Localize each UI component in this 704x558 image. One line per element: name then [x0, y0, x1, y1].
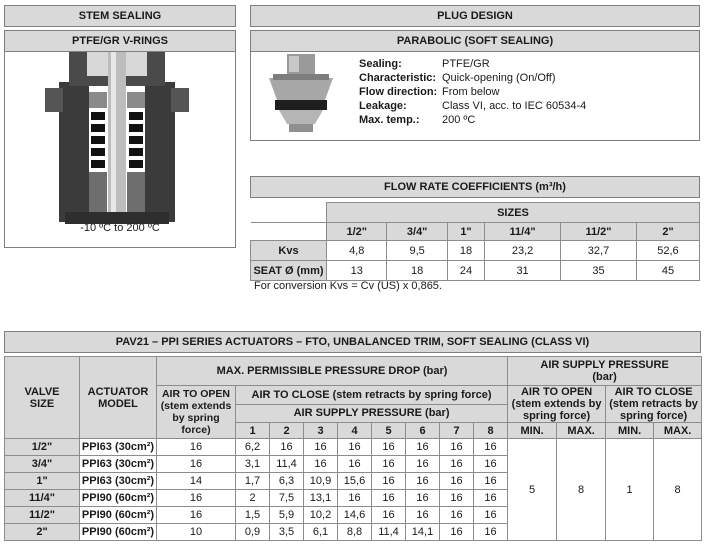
air-close-value: 16: [440, 507, 474, 524]
stem-sealing-panel: [4, 51, 236, 248]
air-close-value: 16: [406, 473, 440, 490]
supply-subheader: AIR SUPPLY PRESSURE (bar): [236, 404, 508, 423]
actuator-model: PPI90 (60cm²): [80, 490, 157, 507]
air-close-value: 16: [338, 439, 372, 456]
air-open-value: 16: [157, 456, 236, 473]
stem-temp-range: -10 ºC to 200 ºC: [80, 222, 160, 234]
air-close-value: 2: [236, 490, 270, 507]
pressure-col: 8: [474, 423, 508, 439]
actuator-model: PPI90 (60cm²): [80, 524, 157, 541]
air-close-value: 16: [440, 490, 474, 507]
air-close-value: 16: [372, 507, 406, 524]
seat-value: 45: [636, 261, 699, 281]
spec-label: Characteristic:: [359, 72, 437, 84]
flow-rate-header: [250, 176, 700, 198]
air-close-value: 7,5: [270, 490, 304, 507]
kvs-label: Kvs: [251, 241, 327, 261]
air-close-value: 16: [338, 490, 372, 507]
seat-row: [251, 261, 700, 281]
seat-value: 24: [447, 261, 484, 281]
air-close-value: 3,1: [236, 456, 270, 473]
air-to-open-header: [157, 386, 236, 439]
spec-label: Leakage:: [359, 100, 407, 112]
kvs-value: 9,5: [387, 241, 447, 261]
air-close-value: 16: [372, 490, 406, 507]
air-close-value: 16: [474, 439, 508, 456]
air-to-open-label: AIR TO OPEN (stem extends by spring force): [160, 388, 232, 436]
flow-table-corner-2: [251, 223, 327, 241]
seat-label: SEAT Ø (mm): [251, 261, 327, 281]
kvs-value: 32,7: [561, 241, 637, 261]
supply-pressure-header: AIR SUPPLY PRESSURE (bar): [508, 357, 702, 386]
air-close-value: 16: [406, 439, 440, 456]
air-open-value: 16: [157, 507, 236, 524]
pav21-title: PAV21 – PPI SERIES ACTUATORS – FTO, UNBALANCED TRIM, SOFT SEALING (CLASS VI): [115, 336, 590, 348]
stem-sealing-header: [4, 5, 236, 27]
pressure-col: 7: [440, 423, 474, 439]
open-max-header: MAX.: [557, 423, 606, 439]
air-close-value: 16: [406, 456, 440, 473]
air-close-value: 6,3: [270, 473, 304, 490]
valve-size: 3/4": [5, 456, 80, 473]
air-close-value: 14,6: [338, 507, 372, 524]
close-min-header: MIN.: [606, 423, 654, 439]
spec-label: Max. temp.:: [359, 114, 420, 126]
air-open-value: 10: [157, 524, 236, 541]
pressure-col: 6: [406, 423, 440, 439]
spec-value: Class VI, acc. to IEC 60534-4: [442, 100, 587, 112]
air-close-value: 10,2: [304, 507, 338, 524]
air-close-value: 0,9: [236, 524, 270, 541]
air-close-value: 16: [440, 439, 474, 456]
pressure-col: 2: [270, 423, 304, 439]
pressure-col: 5: [372, 423, 406, 439]
plug-design-subtitle: PARABOLIC (SOFT SEALING): [396, 35, 554, 47]
kvs-value: 23,2: [485, 241, 561, 261]
plug-design-subheader: [250, 30, 700, 52]
size-header: 11/4": [485, 223, 561, 241]
actuator-model-header: ACTUATOR MODEL: [80, 357, 157, 439]
air-close-value: 16: [440, 524, 474, 541]
supply-open-max: 8: [557, 439, 606, 541]
air-close-value: 16: [474, 473, 508, 490]
pressure-col: 1: [236, 423, 270, 439]
air-close-value: 15,6: [338, 473, 372, 490]
kvs-value: 18: [447, 241, 484, 261]
parabolic-plug-image: [259, 52, 359, 140]
air-open-value: 14: [157, 473, 236, 490]
air-close-value: 11,4: [270, 456, 304, 473]
air-to-close-header: AIR TO CLOSE (stem retracts by spring force): [236, 386, 508, 405]
pressure-col: 3: [304, 423, 338, 439]
supply-open-min: 5: [508, 439, 557, 541]
size-header: 2": [636, 223, 699, 241]
close-max-header: MAX.: [654, 423, 702, 439]
supply-close-min: 1: [606, 439, 654, 541]
table-row: [5, 439, 702, 456]
sizes-header: SIZES: [327, 203, 700, 223]
air-close-value: 5,9: [270, 507, 304, 524]
air-open-value: 16: [157, 439, 236, 456]
air-close-value: 3,5: [270, 524, 304, 541]
air-close-value: 6,1: [304, 524, 338, 541]
actuator-model: PPI63 (30cm²): [80, 456, 157, 473]
seat-value: 31: [485, 261, 561, 281]
open-min-header: MIN.: [508, 423, 557, 439]
plug-design-header: [250, 5, 700, 27]
air-close-value: 16: [474, 507, 508, 524]
flow-rate-title: FLOW RATE COEFFICIENTS (m³/h): [384, 181, 566, 193]
spec-label: Sealing:: [359, 58, 402, 70]
spec-value: 200 ºC: [442, 114, 476, 126]
size-header: 3/4": [387, 223, 447, 241]
pav21-table: [4, 356, 702, 541]
air-open-value: 16: [157, 490, 236, 507]
kvs-value: 52,6: [636, 241, 699, 261]
air-close-value: 16: [372, 473, 406, 490]
spec-value: Quick-opening (On/Off): [442, 72, 556, 84]
seat-value: 13: [327, 261, 387, 281]
kvs-value: 4,8: [327, 241, 387, 261]
actuator-model: PPI90 (60cm²): [80, 507, 157, 524]
air-close-value: 16: [304, 439, 338, 456]
size-header: 11/2": [561, 223, 637, 241]
air-close-value: 11,4: [372, 524, 406, 541]
valve-size: 11/4": [5, 490, 80, 507]
pressure-col: 4: [338, 423, 372, 439]
air-close-value: 14,1: [406, 524, 440, 541]
flow-table-corner: [251, 203, 327, 223]
valve-size: 1/2": [5, 439, 80, 456]
pav21-header: [4, 331, 701, 353]
valve-size: 2": [5, 524, 80, 541]
air-close-value: 16: [474, 456, 508, 473]
stem-sealing-subtitle: PTFE/GR V-RINGS: [72, 35, 168, 47]
conversion-note: For conversion Kvs = Cv (US) x 0,865.: [254, 280, 442, 292]
right-open-header: AIR TO OPEN (stem extends by spring force): [508, 386, 606, 423]
air-close-value: 16: [270, 439, 304, 456]
spec-value: PTFE/GR: [442, 58, 490, 70]
seat-value: 18: [387, 261, 447, 281]
air-close-value: 16: [338, 456, 372, 473]
max-drop-header: MAX. PERMISSIBLE PRESSURE DROP (bar): [157, 357, 508, 386]
air-close-value: 13,1: [304, 490, 338, 507]
valve-size: 11/2": [5, 507, 80, 524]
size-header: 1": [447, 223, 484, 241]
air-close-value: 16: [304, 456, 338, 473]
stem-seal-drawing: [5, 52, 235, 247]
spec-value: From below: [442, 86, 500, 98]
seat-value: 35: [561, 261, 637, 281]
plug-design-title: PLUG DESIGN: [437, 10, 513, 22]
air-close-value: 8,8: [338, 524, 372, 541]
supply-close-max: 8: [654, 439, 702, 541]
valve-size: 1": [5, 473, 80, 490]
air-close-value: 16: [474, 490, 508, 507]
air-close-value: 16: [372, 439, 406, 456]
valve-size-header: VALVE SIZE: [5, 357, 80, 439]
right-close-header: AIR TO CLOSE (stem retracts by spring force): [606, 386, 702, 423]
spec-label: Flow direction:: [359, 86, 438, 98]
stem-sealing-title: STEM SEALING: [78, 10, 162, 22]
air-close-value: 6,2: [236, 439, 270, 456]
kvs-row: [251, 241, 700, 261]
air-close-value: 1,5: [236, 507, 270, 524]
air-close-value: 16: [406, 507, 440, 524]
plug-design-panel: [250, 51, 700, 141]
air-close-value: 10,9: [304, 473, 338, 490]
air-close-value: 16: [372, 456, 406, 473]
stem-sealing-subheader: [4, 30, 236, 52]
flow-rate-table: [250, 202, 700, 281]
air-close-value: 16: [440, 473, 474, 490]
actuator-model: PPI63 (30cm²): [80, 439, 157, 456]
actuator-model: PPI63 (30cm²): [80, 473, 157, 490]
air-close-value: 16: [440, 456, 474, 473]
size-header: 1/2": [327, 223, 387, 241]
air-close-value: 16: [406, 490, 440, 507]
plug-spec-list: [359, 58, 586, 128]
air-close-value: 1,7: [236, 473, 270, 490]
air-close-value: 16: [474, 524, 508, 541]
